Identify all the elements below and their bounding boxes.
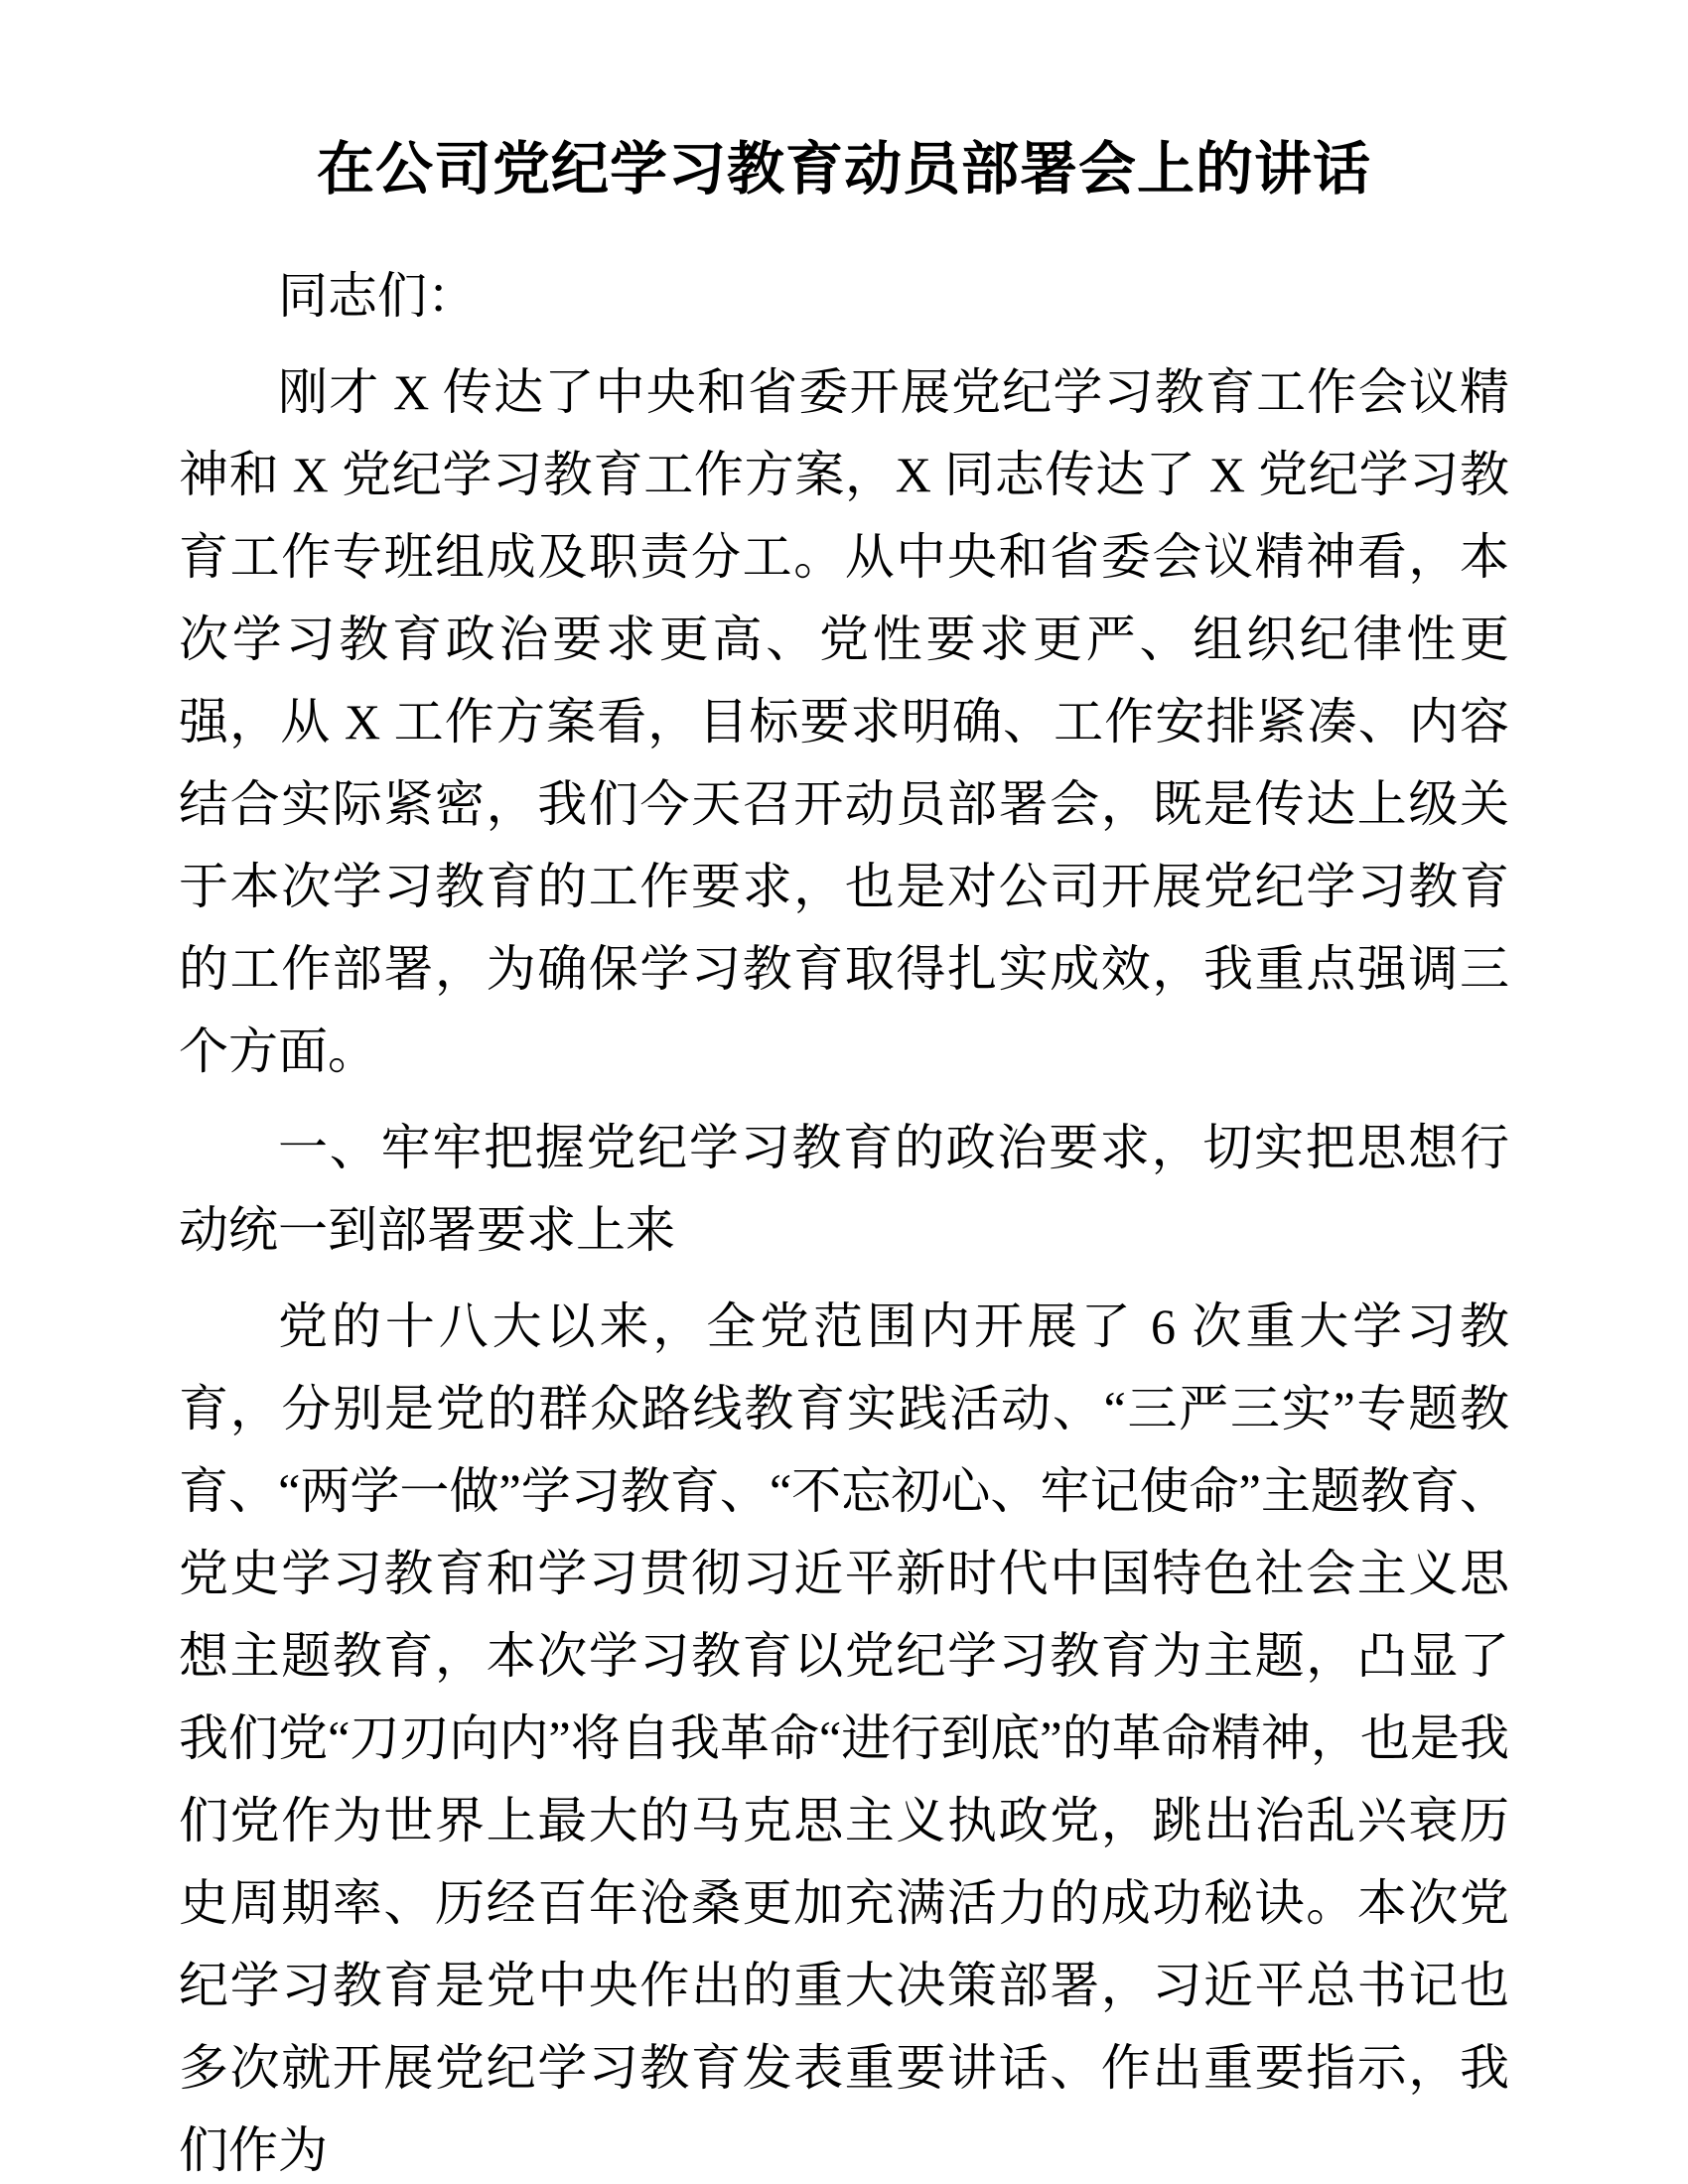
salutation: 同志们：	[278, 268, 477, 325]
paragraph-section-1: 党的十八大以来，全党范围内开展了 6 次重大学习教育，分别是党的群众路线教育实践活动、“三严三实”专题教育、“两学一做”学习教育、“不忘初心、牢记使命”主题教育、党史学习教育和学习贯彻习近平新时代中国特色社会主义思想主题教育，本次学习教育以党纪学习教育为主题，凸显了我们党“刀刃向内”将自我革命“进行到底”的革命精神，也是我们党作为世界上最大的马克思主义执政党，跳出治乱兴衰历史周期率、历经百年沧桑更加充满活力的成功秘诀。本次党纪学习教育是党中央作出的重大决策部署，习近平总书记也多次就开展党纪学习教育发表重要讲话、作出重要指示，我们作为	[179, 1298, 1509, 2179]
section-heading-1: 一、牢牢把握党纪学习教育的政治要求，切实把思想行动统一到部署要求上来	[179, 1120, 1509, 1259]
document-body	[179, 255, 1509, 2184]
document-title: 在公司党纪学习教育动员部署会上的讲话	[316, 137, 1371, 202]
paragraph-intro: 刚才 X 传达了中央和省委开展党纪学习教育工作会议精神和 X 党纪学习教育工作方案，X 同志传达了 X 党纪学习教育工作专班组成及职责分工。从中央和省委会议精神看，本次学习教育政治要求更高、党性要求更严、组织纪律性更强，从 X 工作方案看，目标要求明确、工作安排紧凑、内容结合实际紧密，我们今天召开动员部署会，既是传达上级关于本次学习教育的工作要求，也是对公司开展党纪学习教育的工作部署，为确保学习教育取得扎实成效，我重点强调三个方面。	[179, 364, 1509, 1080]
